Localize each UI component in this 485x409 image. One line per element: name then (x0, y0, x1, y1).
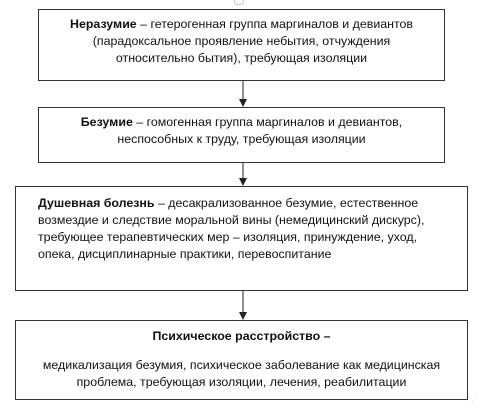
box-unreason-line-1 (39, 16, 444, 33)
box-mental-disorder (15, 320, 468, 400)
box-unreason-text-1: – гетерогенная группа маргиналов и девиантов (136, 17, 413, 31)
box-mental-illness-text-2: возмездие и следствие моральной вины (немедицинский дискурс), (38, 213, 425, 227)
box-unreason-text-3: относительно бытия), требующая изоляции (115, 51, 368, 65)
box-unreason-term: Неразумие (70, 17, 137, 31)
box-mental-disorder-spacer (16, 345, 467, 357)
box-mental-illness (15, 186, 468, 291)
arrow-down-1 (237, 81, 249, 108)
box-mental-disorder-text-1: медикализация безумия, психическое заболевание как медицинская (42, 358, 441, 372)
box-madness-line-1 (39, 114, 444, 131)
box-mental-illness-text-4: опека, дисциплинарные практики, перевоспитание (38, 247, 332, 261)
box-unreason-text-2: (парадоксальное проявление небытия, отчуждения (92, 34, 391, 48)
box-madness-term: Безумие (80, 115, 133, 129)
watermark: ⋰ (468, 396, 477, 406)
box-mental-disorder-text-2: проблема, требующая изоляции, лечения, реабилитации (76, 375, 407, 389)
box-madness-text-2: неспособных к труду, требующая изоляции (117, 132, 366, 146)
box-unreason (38, 9, 445, 81)
box-madness-text-1: – гомогенная группа маргиналов и девиантов, (132, 115, 403, 129)
box-madness (38, 107, 445, 163)
box-mental-illness-text-3: требующее терапевтических мер – изоляция, принуждение, уход, (38, 230, 418, 244)
box-mental-disorder-term-line (16, 328, 467, 345)
box-mental-illness-term: Душевная болезнь (38, 196, 155, 210)
top-edge-fragment (234, 0, 244, 5)
box-mental-illness-text-1: – десакрализованное безумие, естественное (154, 196, 419, 210)
box-mental-disorder-term: Психическое расстройство – (152, 329, 331, 343)
arrow-down-3 (237, 291, 249, 321)
box-mental-illness-line-1 (38, 195, 467, 212)
arrow-down-2 (237, 163, 249, 187)
